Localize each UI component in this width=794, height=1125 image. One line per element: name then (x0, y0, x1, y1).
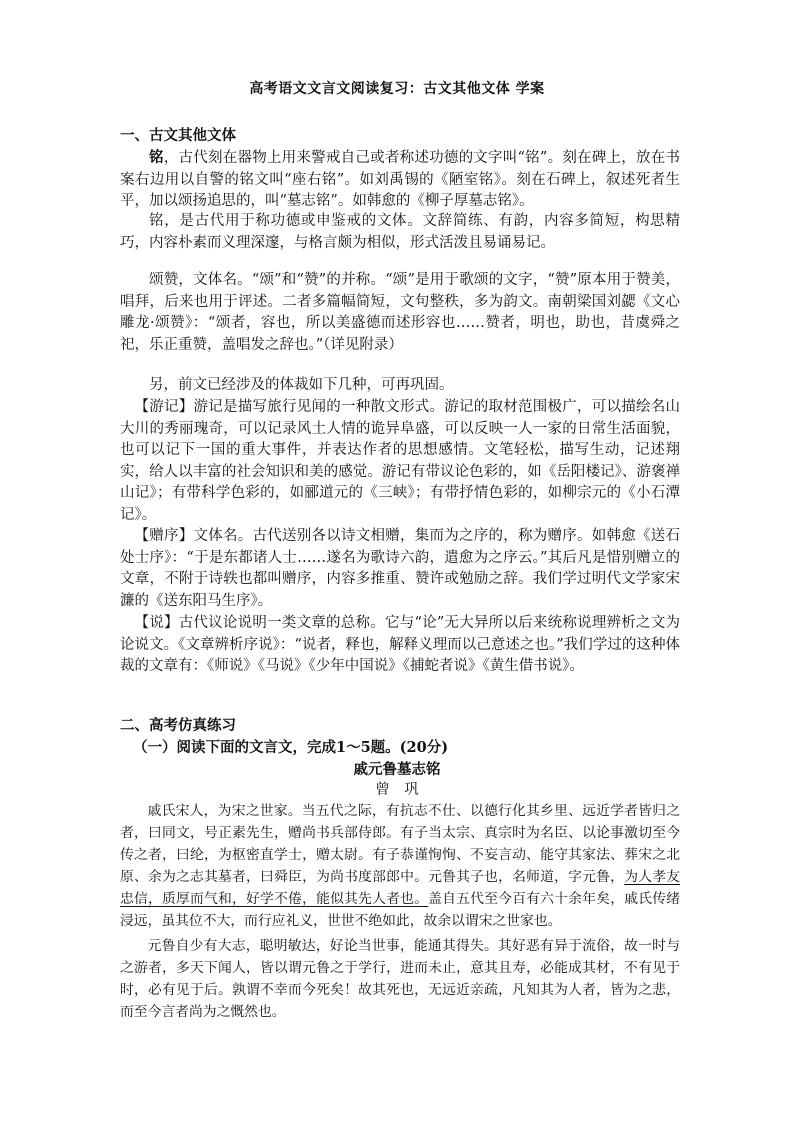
text-paragraph-2: 元鲁自少有大志，聪明敏达，好论当世事，能通其得失。其好恶有异于流俗，故一时与之游者，多天下闻人，皆以谓元鲁之于学行，进而未止，意其且寿，必能成其材，不有见于时，必有见于后。孰谓不幸而今死矣！故其死也，无远近亲疏，凡知其为人者，皆为之悲，而至今言者尚为之慨然也。 (120, 938, 680, 1020)
text-title: 戚元鲁墓志铭 (353, 761, 441, 778)
text-author: 曾 巩 (375, 782, 419, 798)
section-1-heading: 一、古文其他文体 (120, 127, 236, 144)
document-title: 高考语文文言文阅读复习：古文其他文体 学案 (249, 81, 545, 97)
ming-paragraph-2: 铭，是古代用于称功德或申鉴戒的文体。文辞简练、有韵，内容多简短，构思精巧，内容朴素而义理深邃，与格言颇为相似，形式活泼且易诵易记。 (120, 213, 680, 251)
zengxu-paragraph: 【赠序】文体名。古代送别各以诗文相赠，集而为之序的，称为赠序。如韩愈《送石处士序》：“于是东都诸人士……遂名为歌诗六韵，遣愈为之序云。”其后凡是惜别赠立的文章，不附于诗轶也都叫赠序，内容多推重、赞许或勉励之辞。我们学过明代文学家宋濂的《送东阳马生序》。 (120, 528, 680, 609)
ming-text-1: ，古代刻在器物上用来警戒自己或者称述功德的文字叫“铭”。刻在碑上，放在书案右边用以自警的铭文叫“座右铭”。如刘禹锡的《陋室铭》。刻在石碑上，叙述死者生平，加以颂扬追思的，叫“墓志铭”。如韩愈的《柳子厚墓志铭》。 (120, 150, 681, 209)
text-p1-part-b: 盖自五代至今百有六十余年矣，戚氏传绪浸远，虽其位不大，而行应礼义，世世不绝如此，故余以谓宋之世家也。 (120, 891, 681, 929)
shuo-paragraph: 【说】古代议论说明一类文章的总称。它与“论”无大异所以后来统称说理辨析之文为论说文。《文章辨析序说》：“说者，释也，解释义理而以己意述之也。”我们学过的这种体裁的文章有：《师说》《马说》《少年中国说》《捕蛇者说》《黄生借书说》。 (120, 615, 680, 674)
text-paragraph-1 (120, 800, 680, 932)
underlined-sentence: 为人孝友忠信，质厚而气和，好学不倦，能似其先人者也。 (120, 869, 680, 907)
ming-term: 铭 (149, 149, 164, 166)
ming-paragraph-1 (120, 147, 680, 213)
section-2-heading: 二、高考仿真练习 (120, 717, 236, 734)
review-intro: 另，前文已经涉及的体裁如下几种，可再巩固。 (149, 377, 454, 393)
youji-paragraph: 【游记】游记是描写旅行见闻的一种散文形式。游记的取材范围极广，可以描绘名山大川的秀丽瑰奇，可以记录风土人情的诡异阜盛，可以反映一人一家的日常生活面貌，也可以记下一国的重大事件，并表达作者的思想感情。文笔轻松，描写生动，记述翔实，给人以丰富的社会知识和美的感觉。游记有带议论色彩的，如《岳阳楼记》、游褒禅山记》；有带科学色彩的，如郦道元的《三峡》；有带抒情色彩的，如柳宗元的《小石潭记》。 (120, 399, 680, 523)
exercise-instruction: （一）阅读下面的文言文，完成1～5题。(20分) (133, 739, 449, 756)
text-p1-part-a: 戚氏宋人，为宋之世家。当五代之际，有抗志不仕、以德行化其乡里、远近学者皆归之者，曰同文，号正素先生，赠尚书兵部侍郎。有子当太宗、真宗时为名臣、以论事激切至今传之者，曰纶，为枢密直学士，赠太尉。有子恭谨恂恂、不妄言动、能守其家法、葬宋之北原、余为之志其墓者，曰舜臣，为尚书度部郎中。元鲁其子也，名师道，字元鲁， (120, 803, 680, 885)
songzan-paragraph: 颂赞，文体名。“颂”和“赞”的并称。“颂”是用于歌颂的文字，“赞”原本用于赞美，唱拜，后来也用于评述。二者多篇幅简短，文句整秩，多为韵文。南朝梁国刘勰《文心雕龙·颂赞》：“颂者，容也，所以美盛德而述形容也……赞者，明也，助也，昔虞舜之祀，乐正重赞，盖唱发之辞也。”（详见附录） (120, 272, 680, 353)
